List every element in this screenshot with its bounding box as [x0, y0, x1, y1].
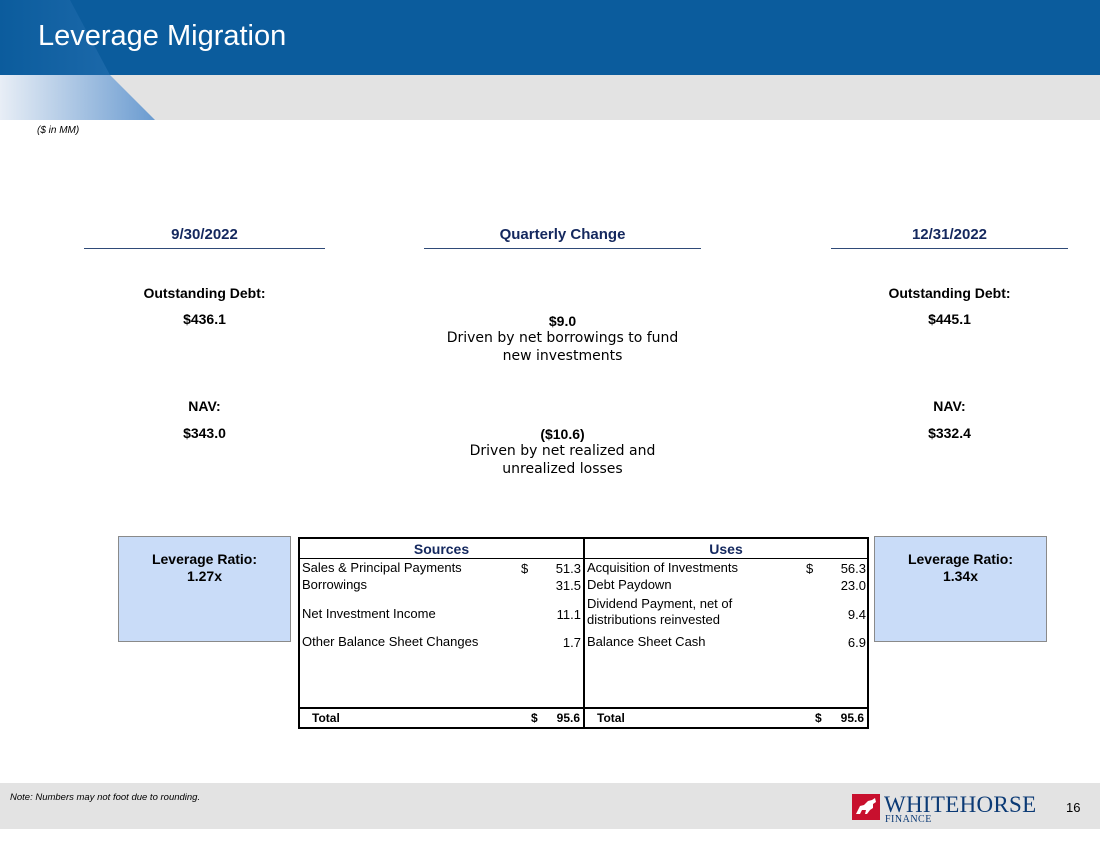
- sources-total-currency: $: [531, 711, 538, 725]
- uses-row-label: Balance Sheet Cash: [587, 634, 706, 649]
- sources-header: Sources: [300, 539, 583, 559]
- debt-value-left: $436.1: [183, 311, 226, 327]
- uses-row-value: 6.9: [847, 635, 866, 650]
- sources-row-currency: $: [521, 561, 529, 576]
- sources-row-label: Sales & Principal Payments: [302, 560, 462, 575]
- debt-label-right: Outstanding Debt:: [888, 285, 1011, 301]
- logo-subtext: FINANCE: [885, 814, 932, 825]
- leverage-ratio-label-right: Leverage Ratio:: [907, 551, 1014, 567]
- uses-total-value: 95.6: [840, 711, 864, 725]
- sources-row-value: 11.1: [556, 607, 581, 622]
- footer-note: Note: Numbers may not foot due to rounding.: [10, 792, 201, 803]
- uses-row-value: 9.4: [847, 607, 866, 622]
- leverage-ratio-box-right: [874, 536, 1047, 642]
- sources-row-label: Borrowings: [302, 577, 368, 592]
- uses-row-value: 23.0: [840, 578, 866, 593]
- sources-row-label: Other Balance Sheet Changes: [302, 634, 479, 649]
- page-number: 16: [1066, 800, 1081, 815]
- sources-row-label: Net Investment Income: [302, 606, 436, 621]
- debt-change-description: Driven by net borrowings to fund new investments: [446, 330, 679, 364]
- logo-wordmark: WHITEHORSE: [884, 792, 1037, 817]
- sources-row-value: 31.5: [555, 578, 581, 593]
- page-title: Leverage Migration: [38, 20, 287, 52]
- column-header-right: 12/31/2022: [831, 226, 1068, 249]
- uses-row-value: 56.3: [840, 561, 866, 576]
- table-divider: [583, 539, 585, 727]
- uses-row-label: Dividend Payment, net of distributions reinvested: [587, 596, 733, 627]
- debt-label-left: Outstanding Debt:: [143, 285, 266, 301]
- nav-change-description: Driven by net realized and unrealized losses: [469, 443, 656, 477]
- nav-label-left: NAV:: [188, 398, 221, 414]
- uses-row-label: Debt Paydown: [587, 577, 672, 592]
- leverage-ratio-value-right: 1.34x: [942, 568, 979, 584]
- uses-row-currency: $: [806, 561, 814, 576]
- uses-total-currency: $: [815, 711, 822, 725]
- header-decoration: [0, 0, 200, 120]
- sources-row-value: 51.3: [555, 561, 581, 576]
- uses-row-label: Acquisition of Investments: [587, 560, 739, 575]
- nav-label-right: NAV:: [933, 398, 966, 414]
- leverage-ratio-label-left: Leverage Ratio:: [151, 551, 258, 567]
- sources-total-value: 95.6: [556, 711, 580, 725]
- units-note: ($ in MM): [37, 125, 80, 136]
- leverage-ratio-box-left: [118, 536, 291, 642]
- whitehorse-logo: [852, 790, 1044, 824]
- column-header-left: 9/30/2022: [84, 226, 325, 249]
- sources-total-label: Total: [312, 711, 340, 725]
- sources-uses-table: [298, 537, 869, 729]
- uses-total-row: [585, 707, 867, 727]
- uses-total-label: Total: [597, 711, 625, 725]
- debt-change-value: $9.0: [548, 313, 577, 329]
- debt-value-right: $445.1: [928, 311, 971, 327]
- sources-row-value: 1.7: [562, 635, 581, 650]
- uses-header: Uses: [585, 539, 867, 559]
- column-header-center: Quarterly Change: [424, 226, 701, 249]
- horse-icon: [852, 794, 880, 820]
- leverage-ratio-value-left: 1.27x: [186, 568, 223, 584]
- nav-change-value: ($10.6): [540, 426, 585, 442]
- sources-total-row: [300, 707, 583, 727]
- nav-value-right: $332.4: [928, 425, 971, 441]
- nav-value-left: $343.0: [183, 425, 226, 441]
